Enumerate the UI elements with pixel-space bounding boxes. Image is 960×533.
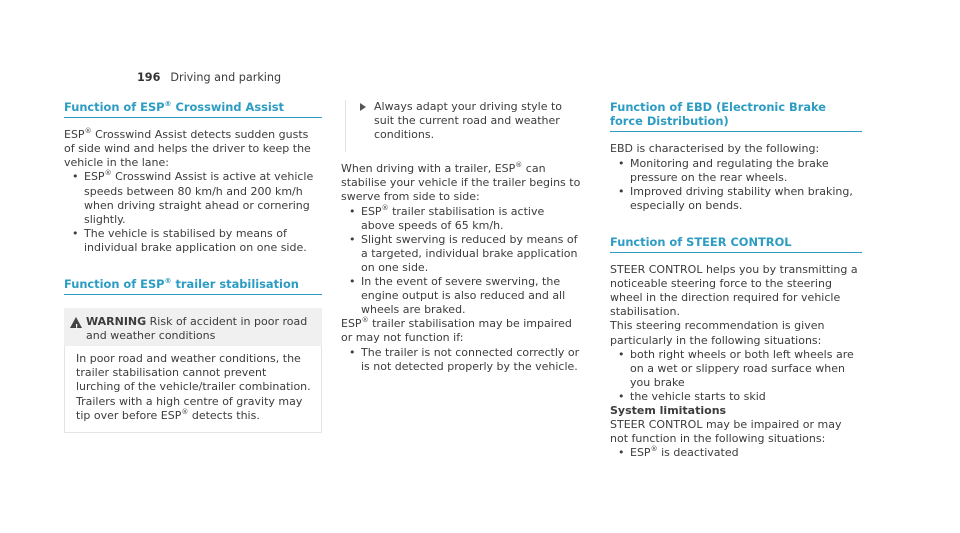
page-number: 196 (137, 71, 161, 84)
steer-paragraph-2: This steering recommendation is given particularly in the following situations: (610, 319, 825, 347)
trailer-heading: Function of ESP® trailer stabilisation (64, 277, 322, 295)
list-item: • Slight swerving is reduced by means of a targeted, individual brake application on one side. (347, 233, 581, 275)
list-item: • In the event of severe swerving, the engine output is also reduced and all wheels are braked. (347, 275, 581, 317)
limits-heading: System limitations (610, 404, 727, 418)
crosswind-heading: Function of ESP® Crosswind Assist (64, 100, 322, 118)
list-item: • ESP® trailer stabilisation is active above speeds of 65 km/h. (347, 205, 581, 233)
note-arrow-icon (360, 103, 366, 111)
limits-paragraph: STEER CONTROL may be impaired or may not function in the following situations: (610, 418, 842, 446)
warning-triangle-icon: ! (70, 317, 82, 328)
list-item: • ESP® Crosswind Assist is active at vehicle speeds between 80 km/h and 200 km/h when driving straight ahead or cornering slightly. (70, 170, 322, 226)
trailer-intro: When driving with a trailer, ESP® can stabilise your vehicle if the trailer begins to swerve from side to side: (341, 161, 581, 204)
ebd-list (610, 157, 862, 213)
limits-list (610, 446, 862, 460)
warning-body: In poor road and weather conditions, the trailer stabilisation cannot prevent lurching of the vehicle/trailer combination. Trailers with a high centre of gravity may tip over before ESP® detects this. (64, 346, 322, 432)
list-item: • ESP® is deactivated (616, 446, 862, 460)
impair-text: ESP® trailer stabilisation may be impaired or may not function if: (341, 316, 572, 345)
column-left (64, 100, 322, 433)
warning-label: WARNING (86, 315, 147, 329)
warning-box (64, 308, 322, 346)
warning-title: Risk of accident in poor road and weather conditions (86, 315, 308, 343)
column-middle (341, 100, 581, 374)
note-text: Always adapt your driving style to suit the current road and weather conditions. (374, 100, 563, 142)
section-title: Driving and parking (170, 71, 282, 84)
list-item: • the vehicle starts to skid (616, 390, 862, 404)
trailer-list (341, 205, 581, 318)
list-item: • Monitoring and regulating the brake pressure on the rear wheels. (616, 157, 862, 185)
ebd-intro: EBD is characterised by the following: (610, 142, 820, 156)
column-right (610, 100, 862, 460)
list-item: • both right wheels or both left wheels are on a wet or slippery road surface when you brake (616, 348, 862, 390)
steer-paragraph-1: STEER CONTROL helps you by transmitting a noticeable steering force to the steering wheel in the direction required for vehicle stabilisation. (610, 263, 858, 319)
list-item: • The vehicle is stabilised by means of individual brake application on one side. (70, 227, 322, 255)
list-item: • The trailer is not connected correctly or is not detected properly by the vehicle. (347, 346, 581, 374)
steer-list (610, 348, 862, 404)
list-item: • Improved driving stability when braking, especially on bends. (616, 185, 862, 213)
steer-heading: Function of STEER CONTROL (610, 235, 862, 253)
crosswind-intro: ESP® Crosswind Assist detects sudden gusts of side wind and helps the driver to keep the vehicle in the lane: (64, 127, 311, 170)
page-header (137, 71, 281, 84)
impair-list (341, 346, 581, 374)
note-box (345, 100, 581, 152)
crosswind-list (64, 170, 322, 255)
ebd-heading: Function of EBD (Electronic Brake force Distribution) (610, 100, 862, 132)
